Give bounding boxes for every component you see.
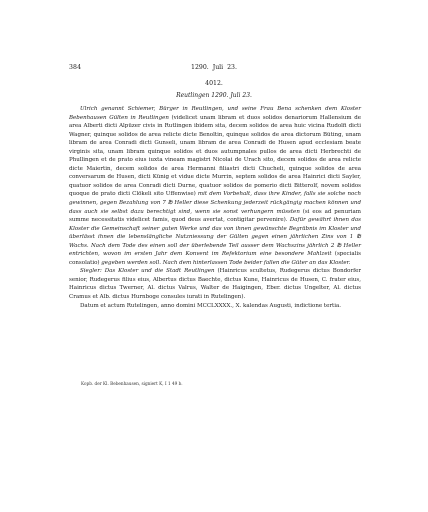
place-date: Reutlingen 1290. Juli 23.: [176, 92, 252, 99]
document-number: 4012.: [205, 80, 223, 87]
regest-text: Dafür gewährt ihnen das Kloster die Gemeinschaft seiner guten Werke und das von ihnen gewünschte Begräbnis im Kloster und überlässt ihnen die lebenslängliche Nutzniessung der Gülten gegen einen jährlichen Zins von 1 ℔ Wachs. Nach dem Tode des einen soll der überlebende Teil ausser dem Wachszins jährlich 2 ℔ Heller entrichten, wovon im ersten Jahr dem Konvent im Refektorium eine besondere Mahlzeit: [69, 217, 361, 258]
document-body: [69, 105, 361, 310]
sealer-paragraph: [69, 267, 361, 301]
latin-quote: (si eos ad penuriam summe necessitatis videlicet famis, quod deus avertat, contigitar pervenire).: [69, 208, 361, 224]
page-number: 384: [69, 64, 82, 71]
sealer-names: (Hainricus scultetus, Rudegerus dictus Bondorfer senior, Rudegerus filius eius, Albertus dictus Baechte, dictus Kune, Hainricus de Husen, C. frater eius, Hainricus dictus Twerner, Al. dictus Valrus, Walter de Haigingen, Eber. dictus Ungelter, Al. dictus Cramus et Alb. dictus Hurnboge consules iurati in Rutelingen).: [69, 268, 361, 301]
dating-paragraph: [69, 302, 361, 311]
dating-text: Datum et actum Rutelingen, anno domini MCCLXXXX., X. kalendas Augusti, indictione tertia.: [80, 302, 341, 309]
regest-text: Ulrich genannt Schiemer, Bürger in Reutlingen, und seine Frau Bena schenken dem Kloster Bebenhausen Gülten in Reutlingen: [69, 106, 361, 121]
footnote: Kopb. der Kl. Bebenhausen, signiert K, I 1 49 b.: [81, 381, 183, 386]
latin-quote: (specialis consolatio): [69, 251, 362, 266]
latin-quote: (videlicet unam libram et duos solidos denariorum Hallensium de area Alberti dicti Alpüzer civis in Rutlingen ibidem sita, decem solidos de area huic vicina Rudolfi dicti Wagner, quinque solidos de area relicte dicte Benoltin, quinque solidos de area dictorum Büting, unam libram de area Conradi dicti Gunseli, unam libram de area Conradi de Husen apud ecclesiam beate virginis sita, unam libram quinque solidos et duos autumpnales pullos de area dicti Herbrechti de Phullingen et de prato eius iuxta vineam magistri Nicolai de Urach sito, decem solidos de area relicte dicte Maiertin, decem solidos de area Hermanni filiastri dicti Chucheli, quinque solidos de area conversarum de Husen, dicti Künig et vidue dicte Murrin, septem solidos de area Hainrici dicti Sayler, quatuor solidos de area Conradi dicti Durne, quatuor solidos de pomerio dicti Bitterolf, novem solidos quoque de prato dicti Clökeli sito Uffenwise): [69, 114, 362, 198]
regest-text: gegeben werden soll. Nach dem hinterlassen Tode beider fallen die Güter an das Kloster.: [101, 259, 351, 266]
regest-paragraph: [69, 105, 361, 267]
regest-text: mit dem Vorbehalt, dass ihre Kinder, falls sie solche noch gewinnen, gegen Bezahlung von 7 ℔ Heller diese Schenkung jederzeit rückgängig machen können und dass auch sie selbst dazu berechtigt sind, wenn sie sonst verhungern müssten: [69, 191, 361, 215]
sealer-label: Siegler: Das Kloster und die Stadt Reutlingen: [80, 268, 215, 275]
running-head: 1290. Juli 23.: [191, 64, 237, 71]
